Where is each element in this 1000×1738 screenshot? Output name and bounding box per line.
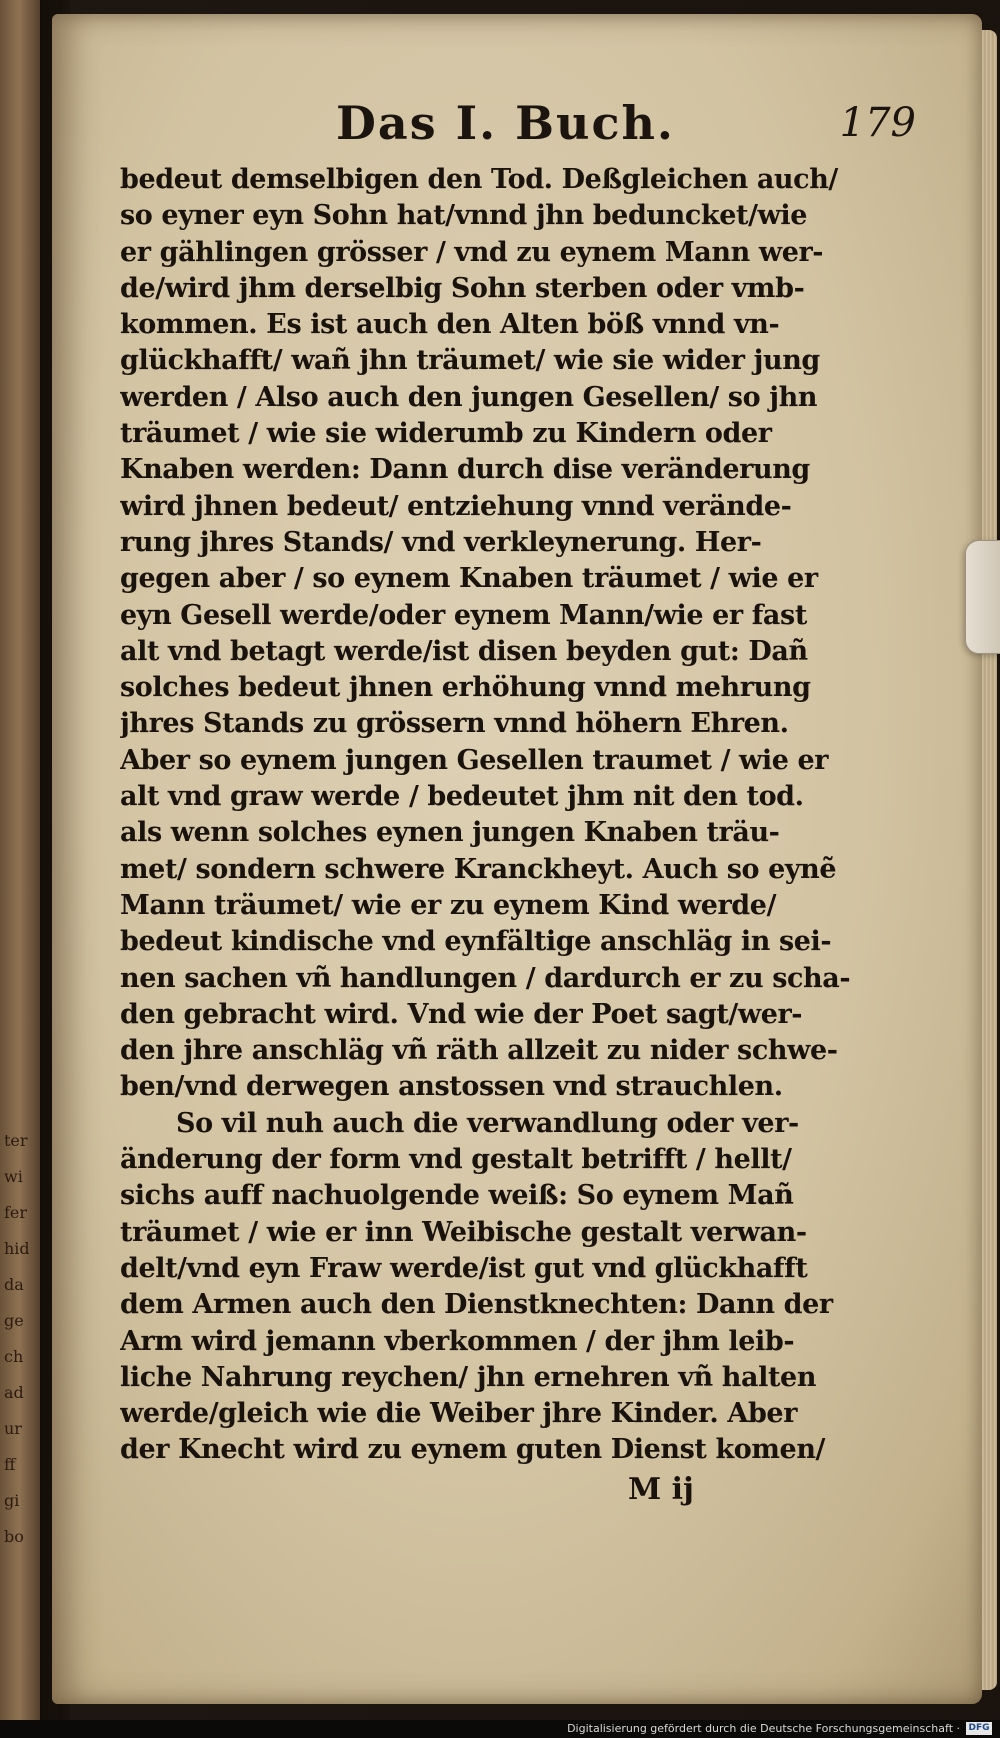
text-line: Knaben werden: Dann durch dise veränderung (120, 454, 810, 486)
page-number: 179 (839, 100, 916, 146)
page-header (336, 96, 916, 162)
text-line: ben/vnd derwegen anstossen vnd strauchlen. (120, 1071, 783, 1103)
text-line: den jhre anschläg vñ räth allzeit zu nider schwe- (120, 1035, 838, 1067)
text-line: Mann träumet/ wie er zu eynem Kind werde/ (120, 889, 777, 921)
text-line: kommen. Es ist auch den Alten böß vnnd vn- (120, 309, 780, 341)
facing-page-fragment: ge (4, 1311, 24, 1330)
text-line: eyn Gesell werde/oder eynem Mann/wie er fast (120, 599, 807, 631)
text-line: den gebracht wird. Vnd wie der Poet sagt/wer- (120, 998, 803, 1030)
text-line: werde/gleich wie die Weiber jhre Kinder. Aber (120, 1398, 798, 1430)
dfg-logo: DFG (966, 1722, 992, 1735)
text-line: der Knecht wird zu eynem guten Dienst komen/ (120, 1434, 826, 1466)
text-line: solches bedeut jhnen erhöhung vnnd mehrung (120, 672, 811, 704)
facing-page-fragment: ter (4, 1131, 28, 1150)
funding-credit: Digitalisierung gefördert durch die Deutsche Forschungsgemeinschaft · (567, 1722, 960, 1735)
text-line: sichs auff nachuolgende weiß: So eynem Mañ (120, 1180, 794, 1212)
text-line: so eyner eyn Sohn hat/vnnd jhn beduncket/wie (120, 200, 808, 232)
text-line: träumet / wie er inn Weibische gestalt verwan- (120, 1216, 807, 1248)
book-page (52, 14, 982, 1704)
text-line: gegen aber / so eynem Knaben träumet / wie er (120, 563, 818, 595)
text-line: dem Armen auch den Dienstknechten: Dann der (120, 1289, 833, 1321)
body-text (120, 162, 880, 1469)
text-line: werden / Also auch den jungen Gesellen/ so jhn (120, 381, 818, 413)
text-line: träumet / wie sie widerumb zu Kindern oder (120, 418, 772, 450)
text-line: er gählingen grösser / vnd zu eynem Mann wer- (120, 236, 824, 268)
facing-page-fragment: ad (4, 1383, 24, 1402)
facing-page-fragment: da (4, 1275, 24, 1294)
facing-page-fragment: wi (4, 1167, 23, 1186)
text-line: delt/vnd eyn Fraw werde/ist gut vnd glückhafft (120, 1252, 808, 1284)
facing-page-fragment: ff (4, 1455, 16, 1474)
facing-page-fragment: gi (4, 1491, 20, 1510)
signature-mark: M ij (628, 1472, 694, 1507)
text-line: So vil nuh auch die verwandlung oder ver- (176, 1107, 799, 1139)
text-line: alt vnd graw werde / bedeutet jhm nit den tod. (120, 781, 804, 813)
text-line: bedeut kindische vnd eynfältige anschläg in sei- (120, 926, 832, 958)
facing-page-fragment: hid (4, 1239, 30, 1258)
text-line: nen sachen vñ handlungen / dardurch er zu scha- (120, 962, 851, 994)
text-line: jhres Stands zu grössern vnnd höhern Ehren. (120, 708, 789, 740)
text-line: Arm wird jemann vberkommen / der jhm leib- (120, 1325, 795, 1357)
text-line: Aber so eynem jungen Gesellen traumet / wie er (120, 744, 829, 776)
text-line: liche Nahrung reychen/ jhn ernehren vñ halten (120, 1361, 817, 1393)
text-line: glückhafft/ wañ jhn träumet/ wie sie wider jung (120, 345, 820, 377)
text-line: rung jhres Stands/ vnd verkleynerung. Her- (120, 526, 762, 558)
text-line: bedeut demselbigen den Tod. Deßgleichen auch/ (120, 164, 838, 195)
text-line: met/ sondern schwere Kranckheyt. Auch so eynẽ (120, 853, 837, 885)
text-line: wird jhnen bedeut/ entziehung vnnd verände- (120, 490, 792, 522)
text-line: als wenn solches eynen jungen Knaben träu- (120, 817, 780, 849)
text-line: de/wird jhm derselbig Sohn sterben oder vmb- (120, 272, 805, 304)
facing-page-fragment: ch (4, 1347, 24, 1366)
facing-page-fragment: ur (4, 1419, 22, 1438)
text-line: änderung der form vnd gestalt betrifft / hellt/ (120, 1144, 792, 1176)
text-line: alt vnd betagt werde/ist disen beyden gut: Dañ (120, 635, 808, 667)
running-head: Das I. Buch. (336, 96, 675, 150)
bookmark-tab (965, 540, 1000, 654)
facing-page-fragment: fer (4, 1203, 28, 1222)
facing-page-fragment: bo (4, 1527, 24, 1546)
